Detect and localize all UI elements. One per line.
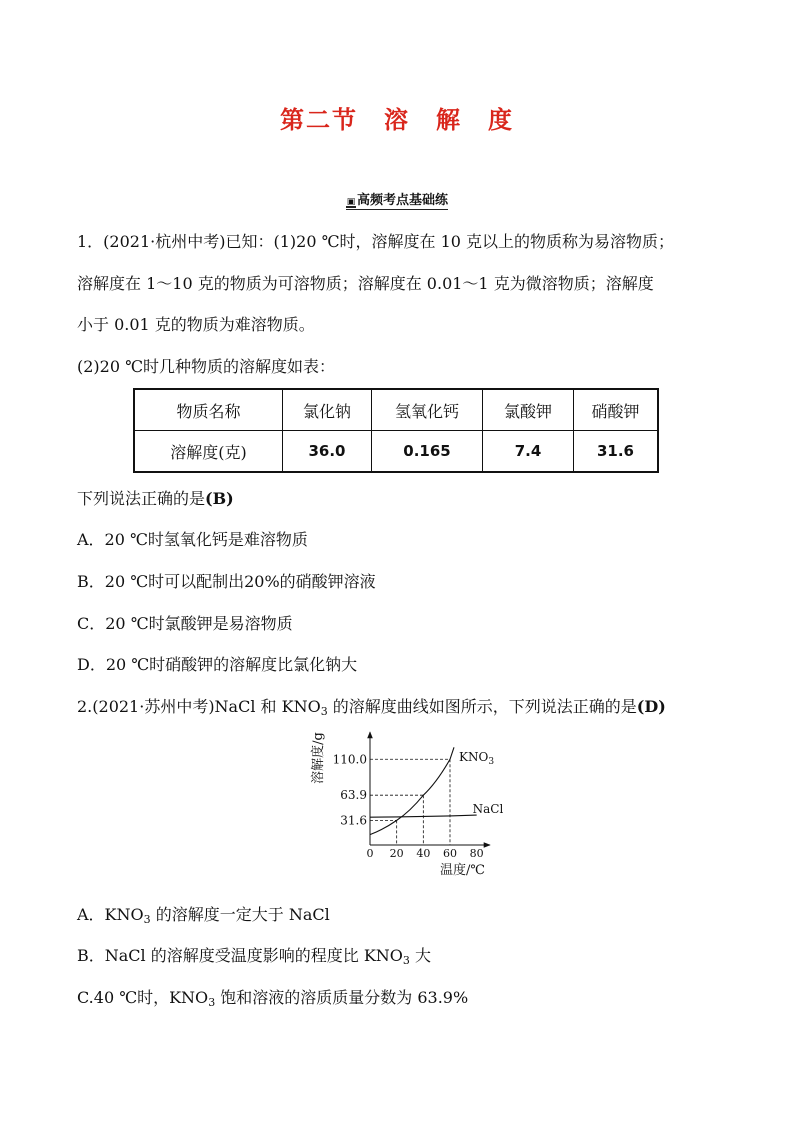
kno3-curve: [370, 747, 454, 834]
y-tick-label: 31.6: [340, 813, 367, 828]
x-tick-label: 0: [366, 847, 374, 860]
q2-stem-sub: 3: [320, 705, 328, 718]
table-header-row: [134, 389, 658, 431]
x-axis-label: 温度/℃: [440, 863, 485, 878]
q2-option-b-text: B．NaCl 的溶解度受温度影响的程度比 KNO: [77, 946, 403, 965]
table-row: [134, 431, 658, 473]
q2-option-a-sub: 3: [143, 913, 151, 926]
nacl-series-label: NaCl: [472, 802, 504, 817]
book-icon: ▣: [346, 197, 356, 207]
q2-option-b-sub: 3: [402, 954, 410, 967]
x-tick-label: 40: [416, 847, 431, 860]
kno3-series-label: $KNO_3$: [459, 749, 495, 767]
q1-line-1: 1．(2021·杭州中考)已知：(1)20 ℃时，溶解度在 10 克以上的物质称为易溶物质；: [77, 232, 675, 251]
q2-stem-b: 的溶解度曲线如图所示，下列说法正确的是: [327, 697, 637, 716]
table-header-cell: 硝酸钾: [574, 389, 659, 431]
table-header-cell: 氯酸钾: [483, 389, 574, 431]
q1-option-d: D．20 ℃时硝酸钾的溶解度比氯化钠大: [77, 655, 358, 674]
q2-option-c: [77, 987, 468, 1009]
solubility-table: [133, 388, 659, 473]
q1-prompt: [77, 488, 234, 510]
section-label: [0, 189, 794, 208]
q2-option-b: [77, 945, 431, 967]
q1-line-4: (2)20 ℃时几种物质的溶解度如表：: [77, 357, 336, 376]
q2-option-c-sub: 3: [208, 996, 216, 1009]
table-header-cell: 氯化钠: [283, 389, 372, 431]
section-label-text: 高频考点基础练: [356, 193, 448, 208]
q2-option-a: [77, 904, 330, 926]
q2-option-b-tail: 大: [409, 946, 431, 965]
q2-answer: (D): [636, 697, 666, 716]
table-header-cell: 氢氧化钙: [372, 389, 483, 431]
q1-line-3: 小于 0.01 克的物质为难溶物质。: [77, 315, 315, 334]
solubility-curve-chart: [300, 728, 504, 883]
y-axis-label: 溶解度/g: [311, 732, 326, 784]
table-cell: 36.0: [283, 431, 372, 473]
q2-stem: [77, 696, 666, 718]
x-tick-label: 20: [389, 847, 404, 860]
q1-answer: (B): [205, 489, 234, 508]
table-cell: 0.165: [372, 431, 483, 473]
y-tick-label: 110.0: [332, 752, 367, 767]
table-cell: 7.4: [483, 431, 574, 473]
q1-option-b: B．20 ℃时可以配制出20%的硝酸钾溶液: [77, 572, 376, 591]
q1-option-c: C．20 ℃时氯酸钾是易溶物质: [77, 614, 293, 633]
q2-stem-a: 2.(2021·苏州中考)NaCl 和 KNO: [77, 697, 321, 716]
table-row-label: 溶解度(克): [134, 431, 283, 473]
page-title: 第二节 溶 解 度: [280, 106, 514, 134]
q2-option-c-tail: 饱和溶液的溶质质量分数为 63.9%: [215, 988, 469, 1007]
table-cell: 31.6: [574, 431, 659, 473]
q2-option-c-text: C.40 ℃时，KNO: [77, 988, 209, 1007]
q1-line-2: 溶解度在 1～10 克的物质为可溶物质；溶解度在 0.01～1 克为微溶物质；溶解度: [77, 274, 654, 293]
q2-option-a-text: A．KNO: [77, 905, 144, 924]
q1-option-a: A．20 ℃时氢氧化钙是难溶物质: [77, 530, 308, 549]
x-tick-label: 80: [469, 847, 484, 860]
q2-option-a-tail: 的溶解度一定大于 NaCl: [150, 905, 330, 924]
kno3-series-label-sub: 3: [488, 756, 495, 767]
x-tick-label: 60: [443, 847, 457, 860]
table-header-cell: 物质名称: [134, 389, 283, 431]
q1-prompt-text: 下列说法正确的是: [77, 489, 206, 508]
y-tick-label: 63.9: [340, 788, 367, 803]
